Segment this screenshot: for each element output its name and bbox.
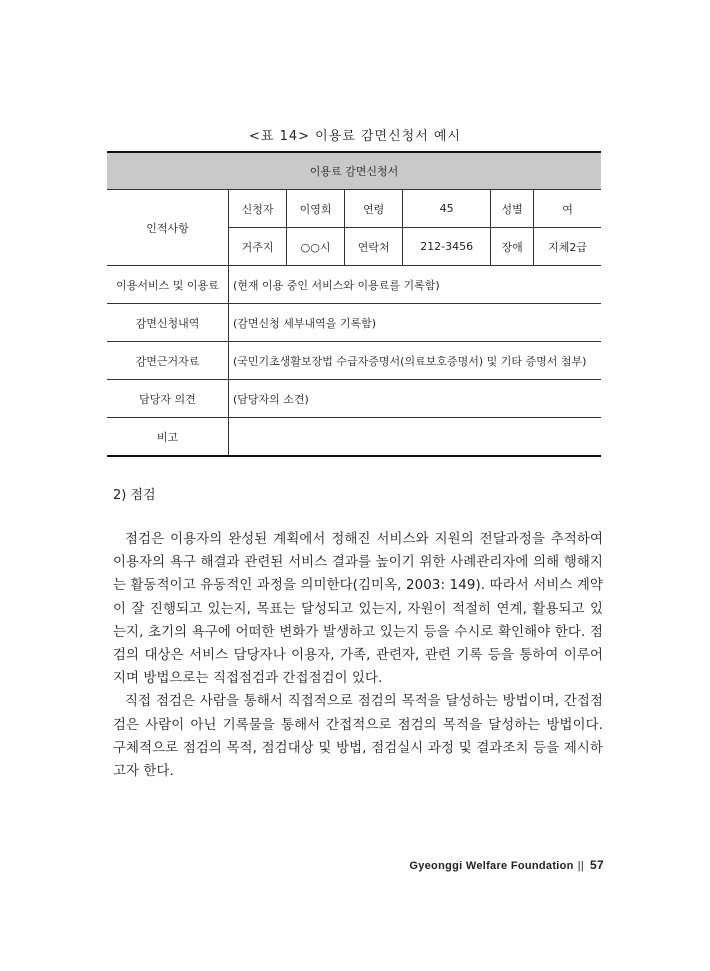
row-label-remarks: 비고: [107, 418, 229, 457]
table-caption: <표 14> 이용료 감면신청서 예시: [249, 129, 461, 144]
footer-separator: ||: [577, 860, 585, 872]
paragraph: 점검은 이용자의 완성된 계획에서 정해진 서비스와 지원의 전달과정을 추적하여 이용자의 욕구 해결과 관련된 서비스 결과를 높이기 위한 사례관리자에 의해 행해지는 활동적이고 유동적인 과정을 의미한다(김미옥, 2003: 149). 따라서 서비스 계약이 잘 진행되고 있는지, 목표는 달성되고 있는지, 자원이 적절히 연계, 활용되고 있는지, 초기의 욕구에 어떠한 변화가 발생하고 있는지 등을 수시로 확인해야 한다. 점검의 대상은 서비스 담당자나 이용자, 가족, 관련자, 관련 기록 등을 통하여 이루어지며 방법으로는 직접점검과 간접점검이 있다.: [113, 532, 603, 687]
form-header-row: [107, 152, 601, 190]
cell-disability-label: 장애: [491, 228, 534, 266]
table-row: [107, 342, 601, 380]
cell-contact-label: 연락처: [345, 228, 403, 266]
row-value-service: (현재 이용 중인 서비스와 이용료를 기록함): [229, 266, 602, 304]
row-value-remarks: [229, 418, 602, 457]
cell-age-value: 45: [403, 190, 491, 228]
footer-org: Gyeonggi Welfare Foundation: [409, 860, 574, 872]
section-title: 2) 점검: [113, 488, 156, 503]
page-footer: [409, 858, 604, 872]
personal-row-1: [107, 190, 601, 228]
table-row: [107, 380, 601, 418]
row-label-service: 이용서비스 및 이용료: [107, 266, 229, 304]
form-title: 이용료 감면신청서: [107, 152, 601, 190]
fee-reduction-form-table: [107, 151, 601, 457]
row-label-reduction: 감면신청내역: [107, 304, 229, 342]
cell-age-label: 연령: [345, 190, 403, 228]
row-value-reduction: (감면신청 세부내역을 기록함): [229, 304, 602, 342]
cell-residence-value: ○○시: [287, 228, 345, 266]
row-label-evidence: 감면근거자료: [107, 342, 229, 380]
row-value-evidence: (국민기초생활보장법 수급자증명서(의료보호증명서) 및 기타 증명서 첨부): [229, 342, 602, 380]
table-row: [107, 266, 601, 304]
cell-applicant-label: 신청자: [229, 190, 287, 228]
table-row: [107, 418, 601, 457]
cell-gender-label: 성별: [491, 190, 534, 228]
cell-residence-label: 거주지: [229, 228, 287, 266]
cell-applicant-value: 이영희: [287, 190, 345, 228]
body-text: [113, 528, 603, 783]
cell-disability-value: 지체2급: [534, 228, 601, 266]
cell-contact-value: 212-3456: [403, 228, 491, 266]
cell-gender-value: 여: [534, 190, 601, 228]
row-value-opinion: (담당자의 소견): [229, 380, 602, 418]
paragraph: 직접 점검은 사람을 통해서 직접적으로 점검의 목적을 달성하는 방법이며, 간접점검은 사람이 아닌 기록물을 통해서 간접적으로 점검의 목적을 달성하는 방법이다. 구체적으로 점검의 목적, 점검대상 및 방법, 점검실시 과정 및 결과조치 등을 제시하고자 한다.: [113, 694, 603, 780]
table-row: [107, 304, 601, 342]
page-number: 57: [590, 858, 604, 872]
personal-info-label: 인적사항: [107, 190, 229, 266]
row-label-opinion: 담당자 의견: [107, 380, 229, 418]
